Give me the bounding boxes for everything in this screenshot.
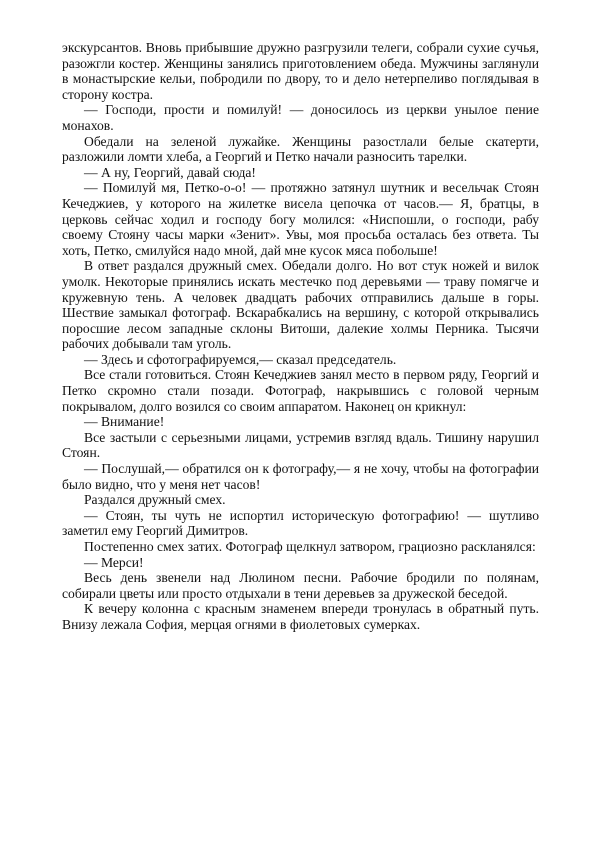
paragraph-9: — Внимание! [84,414,165,430]
paragraph-14: Постепенно смех затих. Фотограф щелкнул затвором, грациозно раскланялся: [84,539,536,554]
paragraph-10: Все застыли с серьезными лицами, устремив взгляд вдаль. Тишину нарушил Стоян. [62,429,539,461]
text-body [62,40,539,633]
paragraph-15: — Мерси! [84,554,144,570]
paragraph-16: Весь день звенели над Люлином песни. Рабочие бродили по полянам, собирали цветы или просто отдыхали в тени деревьев за дружеской беседой. [62,570,539,601]
paragraph-13: — Стоян, ты чуть не испортил историческую фотографию! — шутливо заметил ему Георгий Димитров. [62,507,539,539]
paragraph-8: Все стали готовиться. Стоян Кечеджиев занял место в первом ряду, Георгий и Петко скромно стали позади. Фотограф, накрывшись с головой черным покрывалом, долго возился со своим аппаратом. Наконец он крикнул: [62,367,539,414]
paragraph-11: — Послушай,— обратился он к фотографу,— я не хочу, чтобы на фотографии было видно, что у меня нет часов! [62,461,539,492]
paragraph-17: К вечеру колонна с красным знаменем впереди тронулась в обратный путь. Внизу лежала София, мерцая огнями в фиолетовых сумерках. [62,601,539,632]
paragraph-4: — А ну, Георгий, давай сюда! [84,164,256,180]
paragraph-7: — Здесь и сфотографируемся,— сказал председатель. [84,351,397,367]
paragraph-5: — Помилуй мя, Петко-о-о! — протяжно затянул шутник и весельчак Стоян Кечеджиев, у которого на жилетке висела цепочка от часов.— Я, братцы, в церковь сейчас ходил и господу богу молился: «Ниспошли, о господи, рабу своему Стояну часы марки «Зенит». Увы, моя просьба осталась без ответа. Ты хоть, Петко, смилуйся надо мной, дай мне кусок мяса побольше! [62,180,539,258]
paragraph-6: В ответ раздался дружный смех. Обедали долго. Но вот стук ножей и вилок умолк. Некоторые принялись искать местечко под деревьями — траву помягче и кружевную тень. А человек двадцать рабочих отправились дальше в горы. Шествие замыкал фотограф. Вскарабкались на вершину, с которой открывались поросшие лесом западные склоны Витоши, далекие холмы Перника. Тысячи рабочих добывали там уголь. [62,258,539,352]
paragraph-1: экскурсантов. Вновь прибывшие дружно разгрузили телеги, собрали сухие сучья, разожгли костер. Женщины занялись приготовлением обеда. Мужчины заглянули в монастырские кельи, побродили по двору, то и дело нетерпеливо поглядывая в сторону костра. [62,40,539,102]
paragraph-2: — Господи, прости и помилуй! — доносилось из церкви унылое пение монахов. [62,102,539,133]
paragraph-3: Обедали на зеленой лужайке. Женщины разостлали белые скатерти, разложили ломти хлеба, а Георгий и Петко начали разносить тарелки. [62,133,539,165]
paragraph-12: Раздался дружный смех. [84,492,226,508]
